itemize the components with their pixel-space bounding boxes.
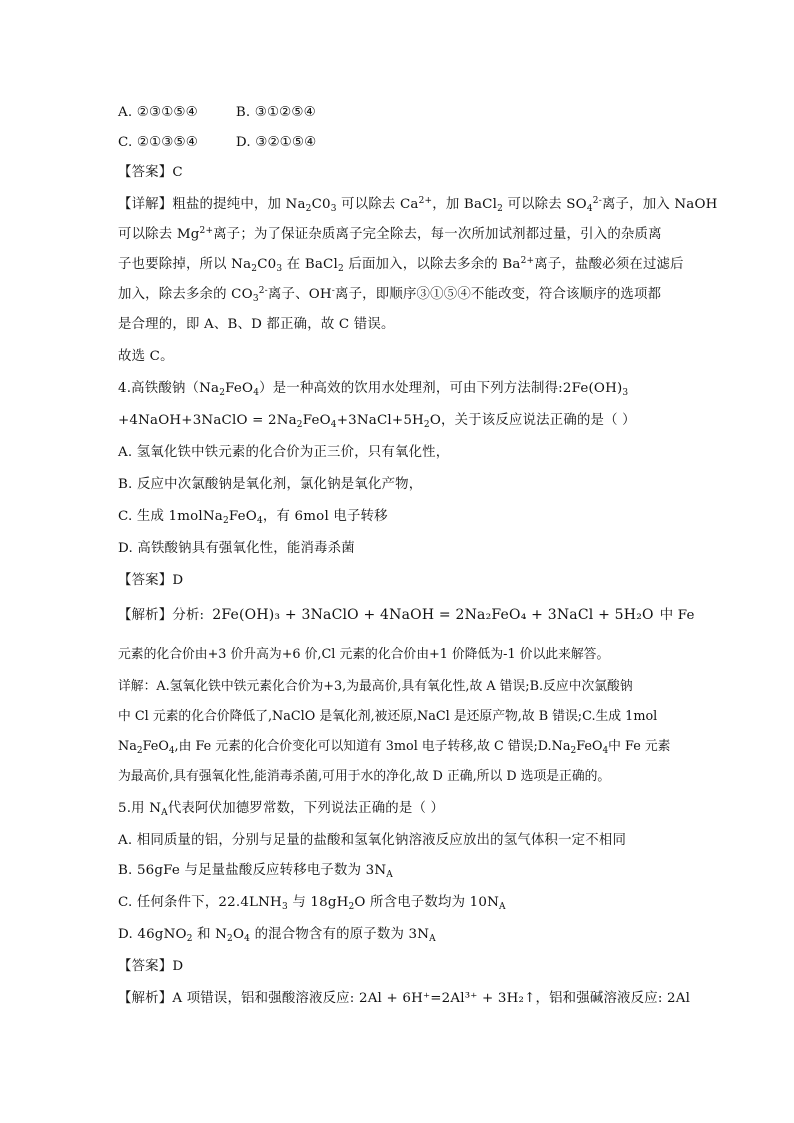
q5-option-c: C. 任何条件下，$22.4LNH_3$ 与 $18gH_2O$ 所含电子数均为 $10N_A$	[118, 895, 506, 912]
q4-option-d: D. 高铁酸钠具有强氧化性，能消毒杀菌	[118, 541, 355, 556]
q4-stem-line1: 4.高铁酸钠$(Na_2FeO_4)$是一种高效的饮用水处理剂，可由下列方法制得$:2Fe(OH)_3$	[118, 381, 629, 398]
q5-answer: 【答案】D	[118, 959, 184, 974]
q4-option-b: B. 反应中次氯酸钠是氧化剂，氯化钠是氧化产物，	[118, 477, 423, 492]
q4-analysis-line6: 为最高价,具有强氧化性,能消毒杀菌,可用于水的净化,故 D 正确,所以 D 选项是正确的。	[118, 769, 611, 784]
q3-detail-line5: 是合理的，即 A、B、D 都正确，故 C 错误。	[118, 317, 395, 332]
q4-reaction-equation: 2Fe(OH)₃ + 3NaClO + 4NaOH = 2Na₂FeO₄ + 3NaCl + 5H₂O	[212, 607, 654, 623]
q5-option-b: B. 56gFe 与足量盐酸反应转移电子数为 $3N_A$	[118, 863, 393, 880]
q3-option-a: A. ②③①⑤④	[118, 105, 198, 120]
q5-analysis-line1: 【解析】A 项错误，铝和强酸溶液反应: 2Al + 6H⁺=2Al³⁺ + 3H₂↑，铝和强碱溶液反应: 2Al	[118, 991, 691, 1006]
q3-conclusion: 故选 C。	[118, 349, 174, 364]
q3-option-b: B. ③①②⑤④	[235, 105, 316, 120]
q3-option-c: C. ②①③⑤④	[118, 135, 198, 150]
q4-analysis-line5: $Na_2FeO_4$,由 Fe 元素的化合价变化可以知道有 3mol 电子转移,故 C 错误$;D.Na_2FeO_4$中 Fe 元素	[118, 739, 671, 756]
q3-detail-line3: 子也要除掉，所以 $Na_2C0_3$ 在 BaCl$_2$ 后面加入，以除去多余的 $Ba^{2+}$离子，盐酸必须在过滤后	[118, 256, 684, 274]
q4-stem-line2: +4NaOH+3NaClO = $2Na_2FeO_4+3NaCl+5H_2O$，关于该反应说法正确的是（ ）	[118, 413, 636, 430]
q4-analysis-line2: 元素的化合价由+3 价升高为+6 价,Cl 元素的化合价由+1 价降低为-1 价以此来解答。	[118, 647, 610, 662]
q5-stem: 5.用 $N_A$代表阿伏加德罗常数，下列说法正确的是（ ）	[118, 801, 445, 818]
q5-option-d: D. 46gNO$_2$ 和 $N_2O_4$ 的混合物含有的原子数为 $3N_A$	[118, 927, 436, 944]
q4-answer: 【答案】D	[118, 573, 184, 588]
q3-options-row1	[118, 104, 316, 122]
q4-analysis-line1: 【解析】分析: 2Fe(OH)₃ + 3NaClO + 4NaOH = 2Na₂FeO₄ + 3NaCl + 5H₂O 中 Fe	[118, 607, 695, 623]
q3-option-d: D. ③②①⑤④	[235, 135, 317, 150]
q4-option-a: A. 氢氧化铁中铁元素的化合价为正三价，只有氧化性，	[118, 445, 450, 460]
q4-analysis-line4: 中 Cl 元素的化合价降低了,NaClO 是氧化剂,被还原,NaCl 是还原产物,故 B 错误;C.生成 1mol	[118, 709, 658, 724]
q3-answer: 【答案】C	[118, 165, 183, 180]
q4-analysis-line3: 详解：A.氢氧化铁中铁元素化合价为+3,为最高价,具有氧化性,故 A 错误;B.反应中次氯酸钠	[118, 679, 633, 694]
q5-acid-equation: 2Al + 6H⁺=2Al³⁺ + 3H₂↑	[358, 991, 536, 1006]
q3-detail-line4: 加入，除去多余的 $CO_3^{2-}$离子、OH-离子，即顺序③①⑤④不能改变，符合该顺序的选项都	[118, 286, 662, 304]
q4-option-c: C. 生成 1molNa$_2$FeO$_4$，有 6mol 电子转移	[118, 509, 388, 526]
q5-option-a: A. 相同质量的铝，分别与足量的盐酸和氢氧化钠溶液反应放出的氢气体积一定不相同	[118, 833, 627, 848]
q3-detail-line1: 【详解】粗盐的提纯中，加 $Na_2C0_3$ 可以除去 $Ca^{2+}$，加 BaCl$_2$ 可以除去 $SO_4^{2-}$离子，加入 NaOH	[118, 196, 718, 214]
q3-detail-line2: 可以除去 $Mg^{2+}$离子；为了保证杂质离子完全除去，每一次所加试剂都过量，引入的杂质离	[118, 226, 662, 242]
q3-options-row2	[118, 134, 316, 152]
